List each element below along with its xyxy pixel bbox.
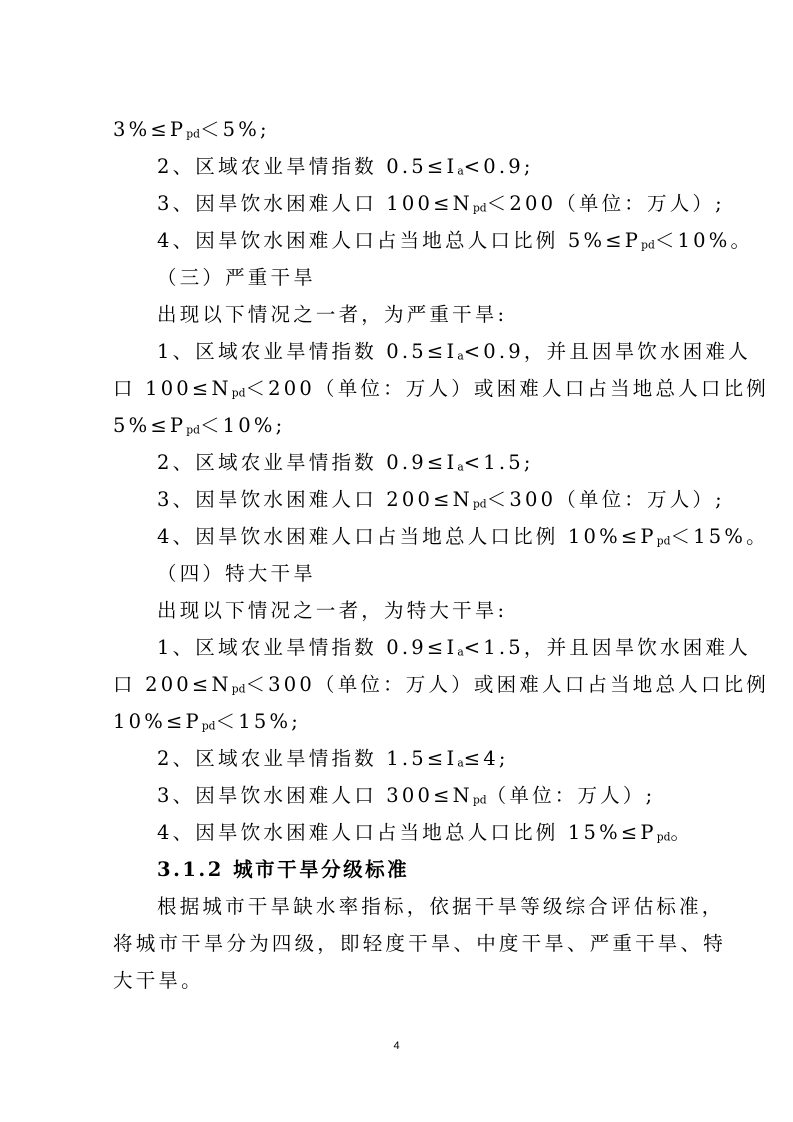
text-line: 1、区域农业旱情指数 $0.9\le I_a<1.5$，并且因旱饮水困难人 [157, 636, 751, 659]
text-line: 2、区域农业旱情指数 $1.5\le I_a\le 4$; [157, 747, 509, 770]
text-line: 大干旱。 [113, 969, 204, 992]
text-line: 4、因旱饮水困难人口占当地总人口比例 $15\%\le P_{pd}$。 [157, 821, 694, 844]
text-line: 口 $200\le N_{pd}<300$（单位：万人）或困难人口占当地总人口比例 [113, 673, 769, 696]
text-line: 口 $100\le N_{pd}<200$（单位：万人）或困难人口占当地总人口比例 [113, 377, 769, 400]
text-line: 将城市干旱分为四级，即轻度干旱、中度干旱、严重干旱、特 [113, 932, 726, 955]
text-line: 4、因旱饮水困难人口占当地总人口比例 $5\%\le P_{pd}<10\%$。 [157, 229, 754, 252]
text-line: $10\%\le P_{pd}<15\%$; [113, 710, 301, 733]
section-heading: （四）特大干旱 [157, 562, 316, 585]
text-line: 2、区域农业旱情指数 $0.9\le I_a<1.5$; [157, 451, 534, 474]
subsection-heading: 3.1.2 城市干旱分级标准 [157, 858, 410, 881]
text-line: 4、因旱饮水困难人口占当地总人口比例 $10\%\le P_{pd}<15\%$。 [157, 525, 769, 548]
text-line: 3、因旱饮水困难人口 $200\le N_{pd}<300$（单位：万人）; [157, 488, 725, 511]
text-line: 3、因旱饮水困难人口 $100\le N_{pd}<200$（单位：万人）; [157, 192, 725, 215]
text-line: 3、因旱饮水困难人口 $300\le N_{pd}$（单位：万人）; [157, 784, 656, 807]
page-number: 4 [393, 1040, 400, 1052]
section-heading: （三）严重干旱 [157, 266, 316, 289]
text-line: 根据城市干旱缺水率指标，依据干旱等级综合评估标准， [157, 895, 725, 918]
text-line: 出现以下情况之一者，为特大干旱: [157, 599, 508, 622]
text-line: $3\%\le P_{pd}<5\%$; [113, 118, 270, 141]
text-line: 1、区域农业旱情指数 $0.5\le I_a<0.9$，并且因旱饮水困难人 [157, 340, 751, 363]
text-line: 出现以下情况之一者，为严重干旱: [157, 303, 508, 326]
text-line: $5\%\le P_{pd}<10\%$; [113, 414, 286, 437]
text-line: 2、区域农业旱情指数 $0.5\le I_a<0.9$; [157, 155, 534, 178]
